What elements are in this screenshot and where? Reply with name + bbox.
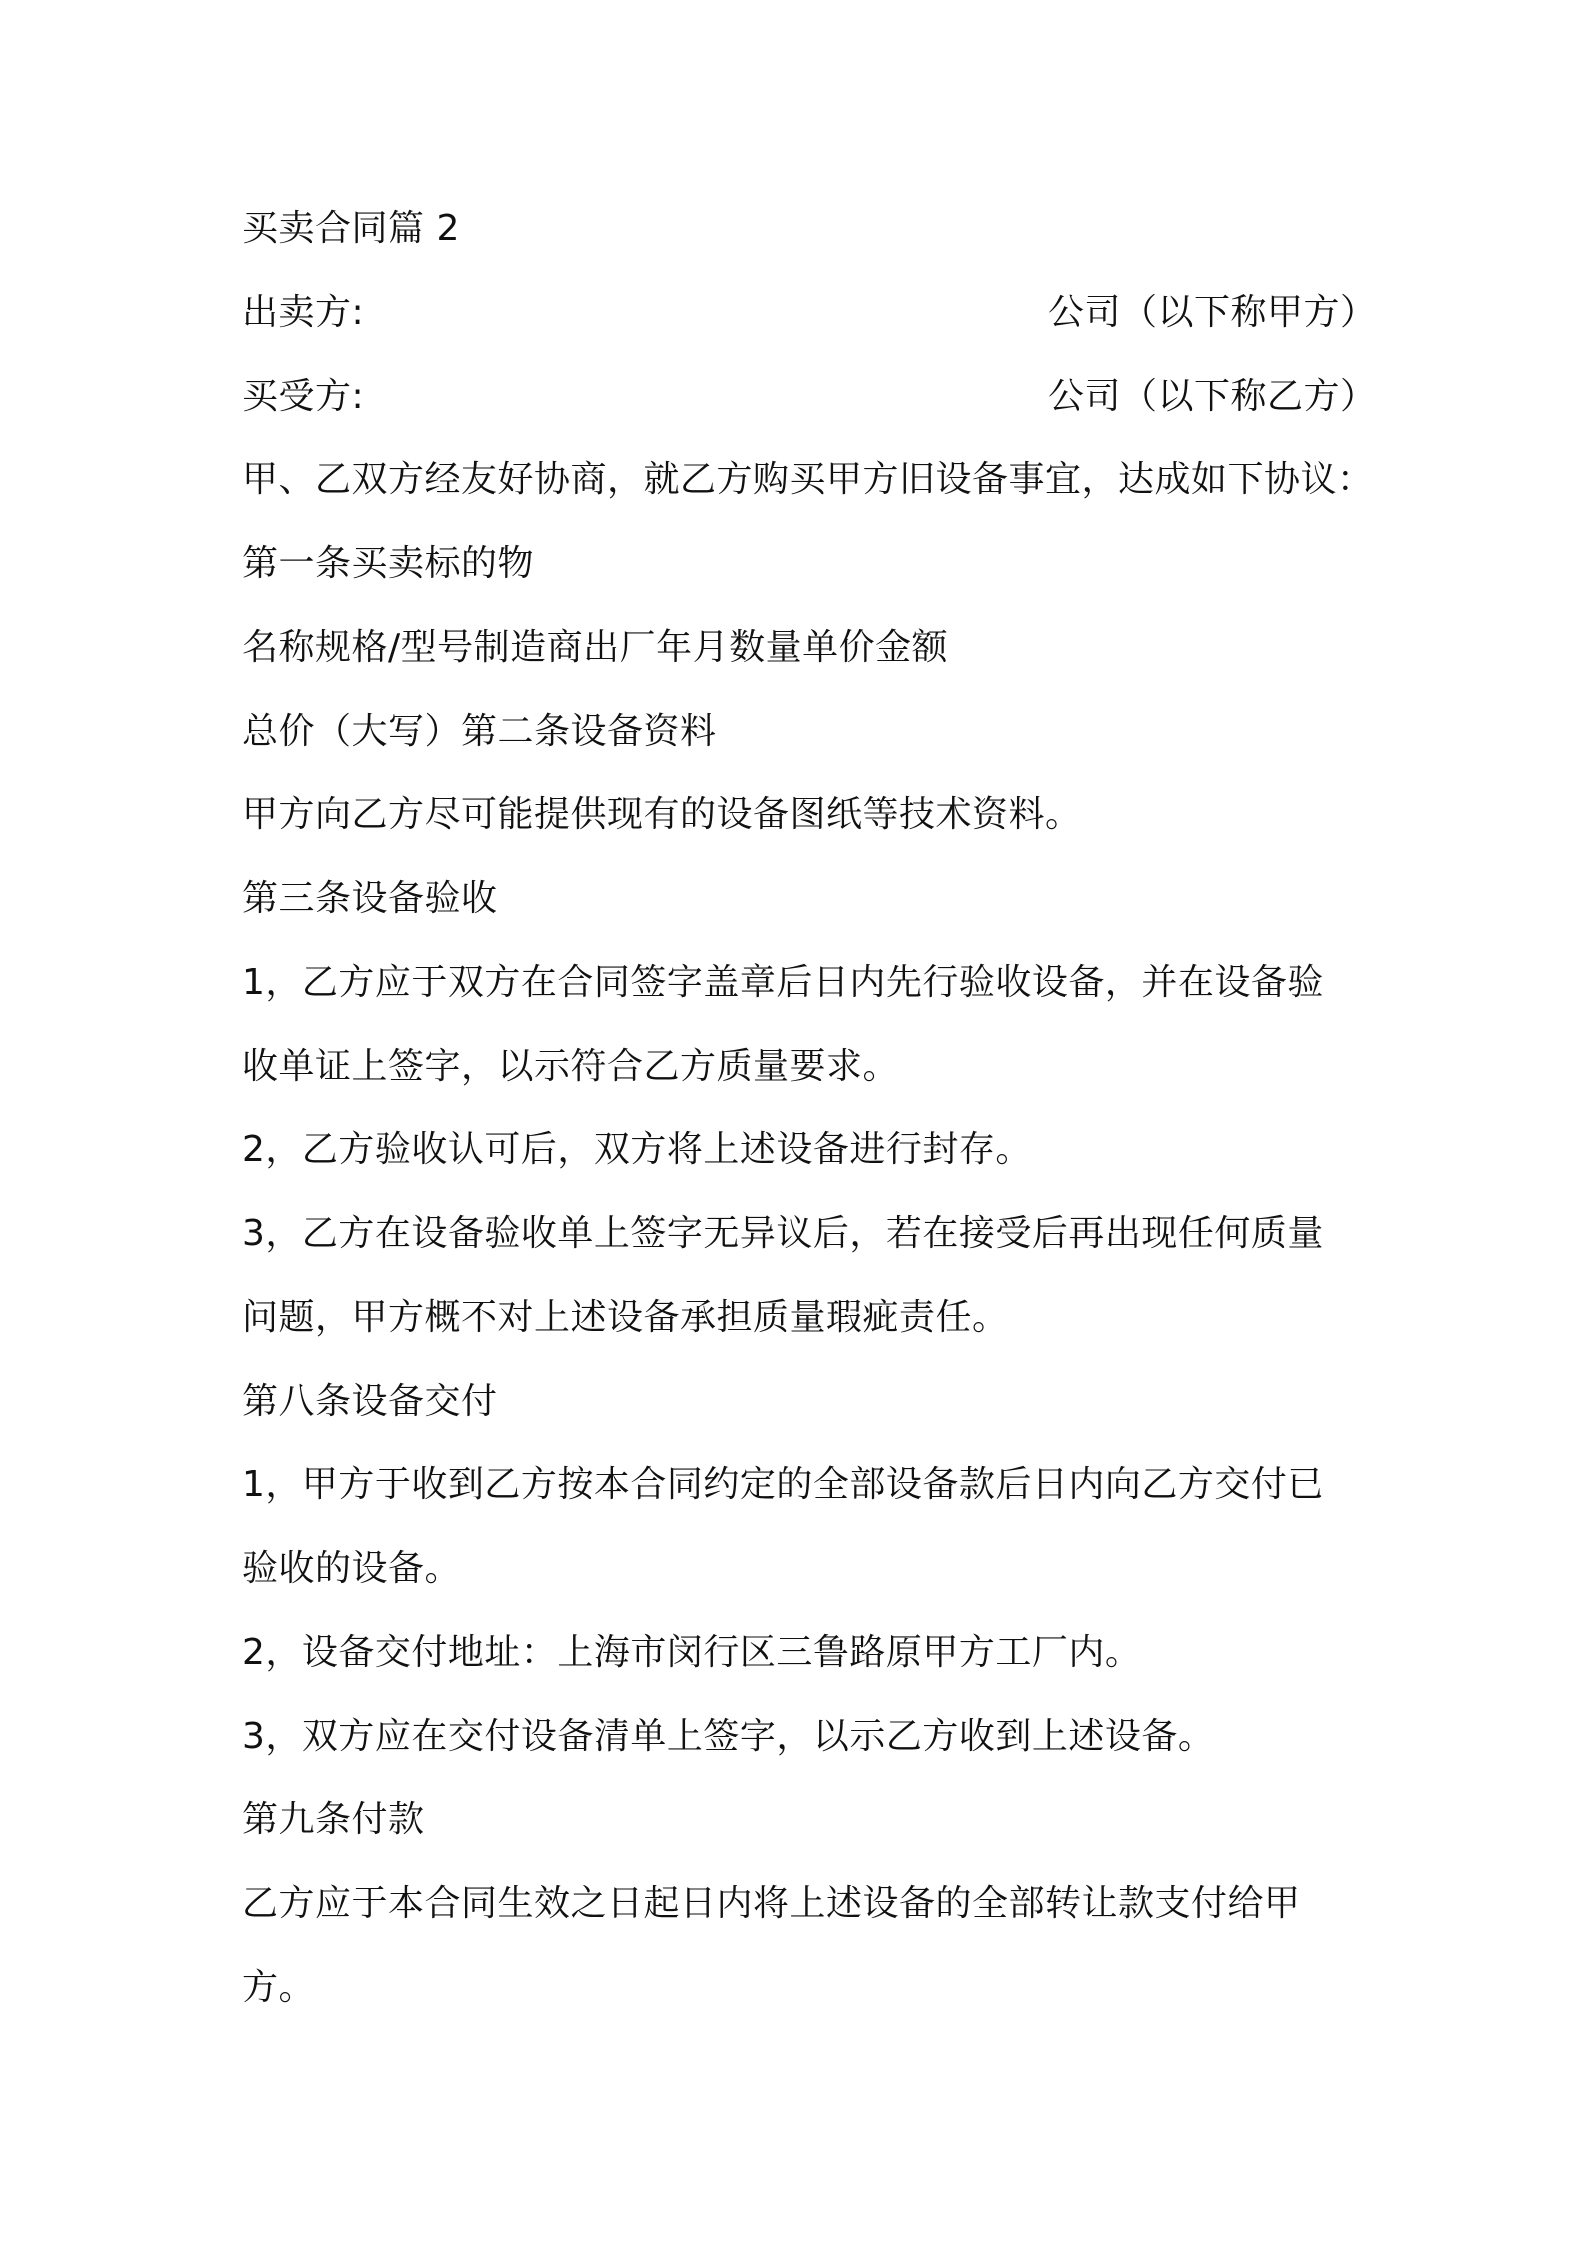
article-8-item-3: 3，双方应在交付设备清单上签字，以示乙方收到上述设备。 [242, 1716, 1215, 1757]
document-title: 买卖合同篇 2 [242, 208, 460, 249]
intro-paragraph: 甲、乙双方经友好协商，就乙方购买甲方旧设备事宜，达成如下协议： [242, 459, 1374, 500]
article-3-item-1-line-2: 收单证上签字，以示符合乙方质量要求。 [242, 1046, 900, 1087]
article-1-columns: 名称规格/型号制造商出厂年月数量单价金额 [242, 627, 949, 668]
article-8-title: 第八条设备交付 [242, 1381, 498, 1422]
article-3-item-3-line-2: 问题，甲方概不对上述设备承担质量瑕疵责任。 [242, 1297, 1009, 1338]
article-9-title: 第九条付款 [242, 1799, 425, 1840]
article-8-item-2: 2，设备交付地址：上海市闵行区三鲁路原甲方工厂内。 [242, 1632, 1142, 1673]
article-8-item-1-line-2: 验收的设备。 [242, 1548, 462, 1589]
article-8-item-1-line-1: 1，甲方于收到乙方按本合同约定的全部设备款后日内向乙方交付已 [242, 1464, 1324, 1505]
article-3-item-1-line-1: 1，乙方应于双方在合同签字盖章后日内先行验收设备，并在设备验 [242, 962, 1324, 1003]
article-9-body-line-1: 乙方应于本合同生效之日起日内将上述设备的全部转让款支付给甲 [242, 1883, 1301, 1924]
article-1-total-article-2-title: 总价（大写）第二条设备资料 [242, 711, 717, 752]
buyer-label: 买受方: [242, 376, 365, 417]
seller-label: 出卖方: [242, 292, 365, 333]
buyer-suffix: 公司（以下称乙方） [1048, 376, 1377, 417]
article-3-item-2: 2，乙方验收认可后，双方将上述设备进行封存。 [242, 1129, 1032, 1170]
article-3-title: 第三条设备验收 [242, 878, 498, 919]
article-9-body-line-2: 方。 [242, 1967, 316, 2008]
article-3-item-3-line-1: 3，乙方在设备验收单上签字无异议后，若在接受后再出现任何质量 [242, 1213, 1324, 1254]
buyer-line [242, 373, 1377, 421]
article-2-body: 甲方向乙方尽可能提供现有的设备图纸等技术资料。 [242, 794, 1082, 835]
seller-suffix: 公司（以下称甲方） [1048, 292, 1377, 333]
seller-line [242, 289, 1377, 337]
article-1-title: 第一条买卖标的物 [242, 543, 535, 584]
